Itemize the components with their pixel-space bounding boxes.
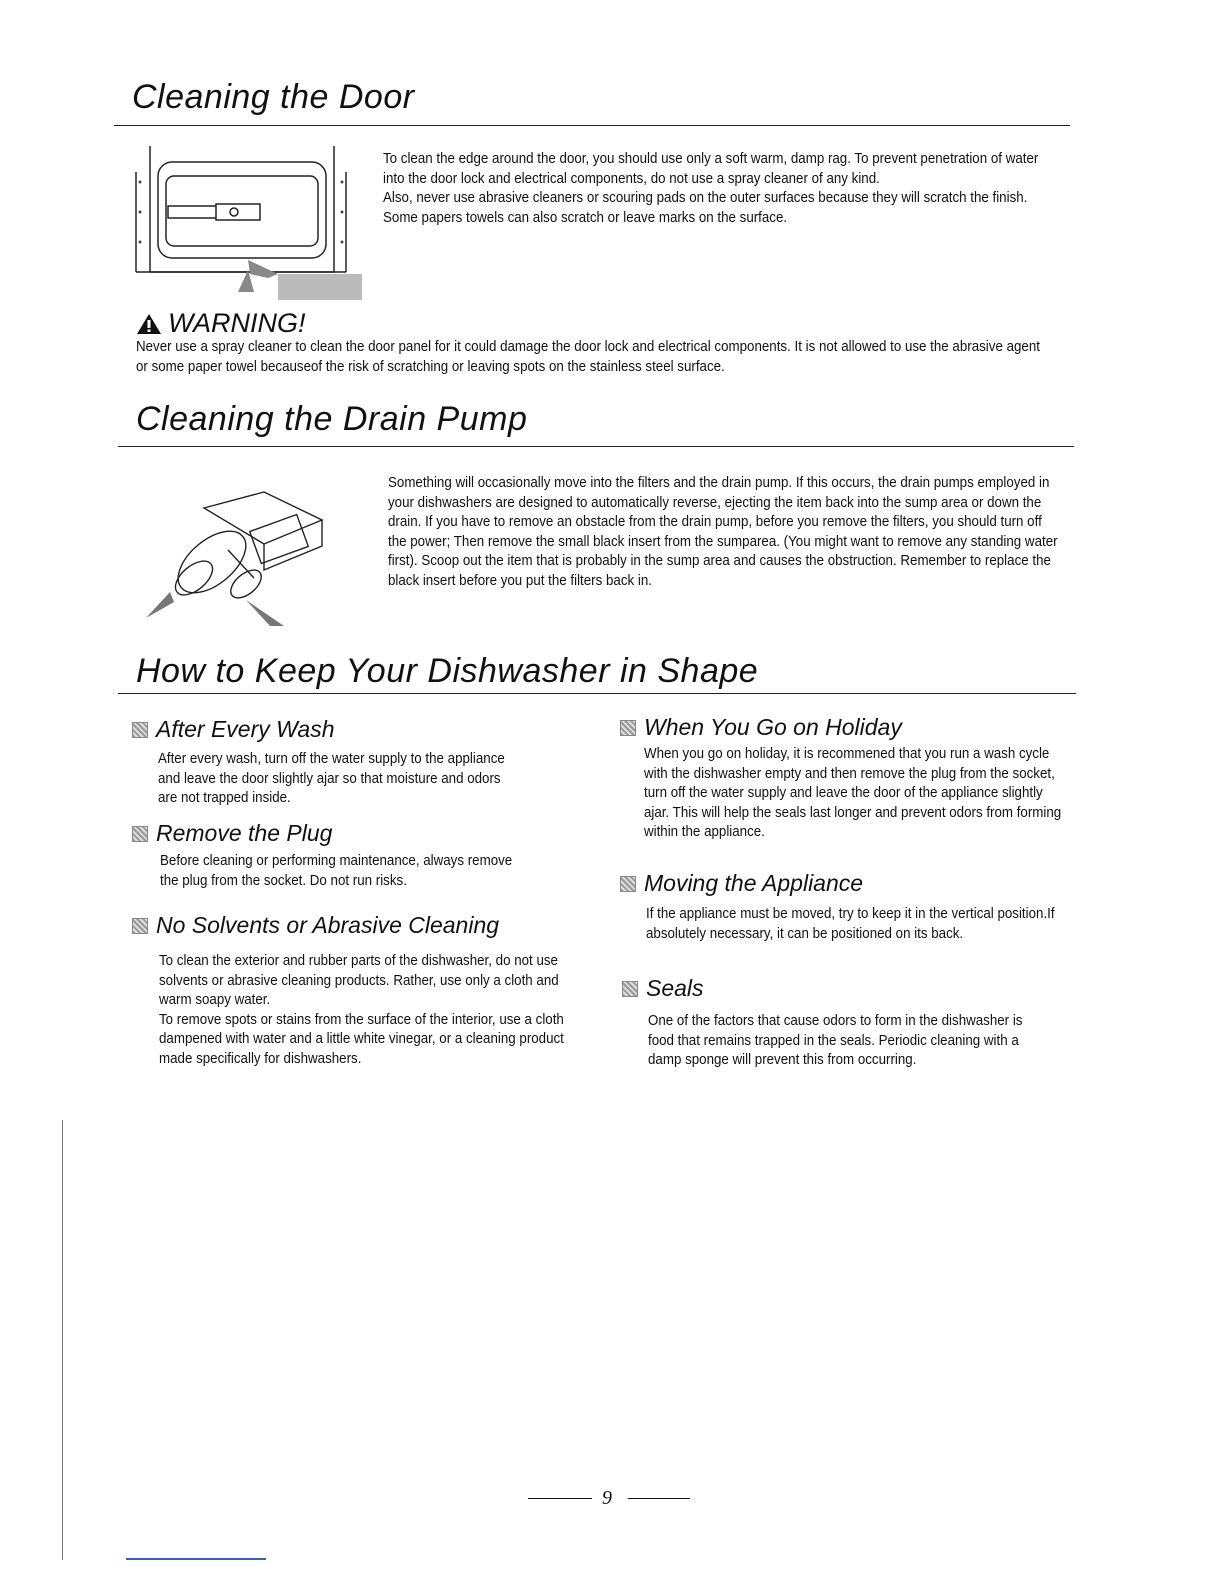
holiday-heading (620, 714, 902, 741)
remove-plug-heading (132, 820, 332, 847)
shape-title-rule (118, 693, 1076, 694)
door-text (383, 150, 1045, 228)
pump-title-rule (118, 446, 1074, 447)
no-solvents-text (159, 952, 573, 1069)
warning-heading (136, 308, 306, 339)
door-paragraph-2: Also, never use abrasive cleaners or scouring pads on the outer surfaces because they will scratch the finish. Some papers towels can also scratch or leave marks on the surface. (383, 190, 1028, 226)
holiday-title: When You Go on Holiday (644, 714, 902, 740)
drain-pump-illustration (134, 480, 334, 632)
bullet-square-icon (132, 722, 148, 738)
scan-blue-mark (126, 1558, 266, 1560)
seals-title: Seals (646, 975, 704, 1001)
seals-heading (622, 975, 704, 1002)
shape-section-title: How to Keep Your Dishwasher in Shape (136, 652, 759, 690)
scan-edge-line (62, 1120, 63, 1560)
pump-text: Something will occasionally move into the filters and the drain pump. If this occurs, the drain pumps employed in your dishwashers are designed to automatically reverse, ejecting the item back into the sump area or down the drain. If you have to remove an obstacle from the drain pump, before you remove the filters, you should turn off the power; Then remove the small black insert from the sumparea. (You might want to remove any standing water first). Scoop out the item that is probably in the sump area and causes the obstruction. Remember to replace the black insert before you put the filters back in. (388, 475, 1058, 589)
no-solvents-title: No Solvents or Abrasive Cleaning (156, 912, 500, 938)
bullet-square-icon (622, 981, 638, 997)
footer-rule-right (628, 1498, 690, 1499)
moving-text: If the appliance must be moved, try to keep it in the vertical position.If absolutely necessary, it can be positioned on its back. (646, 906, 1055, 942)
bullet-square-icon (620, 876, 636, 892)
remove-plug-title: Remove the Plug (156, 820, 333, 846)
remove-plug-text: Before cleaning or performing maintenance, always remove the plug from the socket. Do not run risks. (160, 853, 513, 889)
warning-triangle-icon (136, 312, 162, 336)
seals-text: One of the factors that cause odors to form in the dishwasher is food that remains trapped in the seals. Periodic cleaning with a damp sponge will prevent this from occurring. (648, 1013, 1023, 1068)
pump-section-title: Cleaning the Drain Pump (136, 400, 528, 438)
no-solvents-paragraph-2: To remove spots or stains from the surface of the interior, use a cloth dampened with water and a little white vinegar, or a cleaning product made specifically for dishwashers. (159, 1011, 564, 1067)
door-title-rule (114, 125, 1070, 126)
footer-rule-left (528, 1498, 592, 1499)
page-number: 9 (602, 1487, 612, 1509)
no-solvents-heading (132, 912, 499, 939)
holiday-text: When you go on holiday, it is recommened that you run a wash cycle with the dishwasher empty and then remove the plug from the socket, turn off the water supply and leave the door of the appliance slightly ajar. This will help the seals last longer and prevent odors from forming within the appliance. (644, 746, 1062, 840)
bullet-square-icon (132, 826, 148, 842)
warning-text: Never use a spray cleaner to clean the door panel for it could damage the door lock and electrical components. It is not allowed to use the abrasive agent or some paper towel becauseof the risk of scratching or leaving spots on the stainless steel surface. (136, 339, 1040, 375)
moving-heading (620, 870, 863, 897)
after-wash-title: After Every Wash (156, 716, 335, 742)
door-paragraph-1: To clean the edge around the door, you should use only a soft warm, damp rag. To prevent penetration of water into the door lock and electrical components, do not use a spray cleaner of any kind. (383, 151, 1039, 187)
bullet-square-icon (132, 918, 148, 934)
after-wash-text: After every wash, turn off the water supply to the appliance and leave the door slightly ajar so that moisture and odors are not trapped inside. (158, 751, 505, 806)
no-solvents-paragraph-1: To clean the exterior and rubber parts of the dishwasher, do not use solvents or abrasive cleaning products. Rather, use only a cloth and warm soapy water. (159, 953, 559, 1008)
door-illustration (128, 142, 364, 302)
bullet-square-icon (620, 720, 636, 736)
door-section-title: Cleaning the Door (132, 78, 415, 116)
after-wash-heading (132, 716, 335, 743)
warning-title: WARNING! (168, 308, 306, 338)
moving-title: Moving the Appliance (644, 870, 864, 896)
